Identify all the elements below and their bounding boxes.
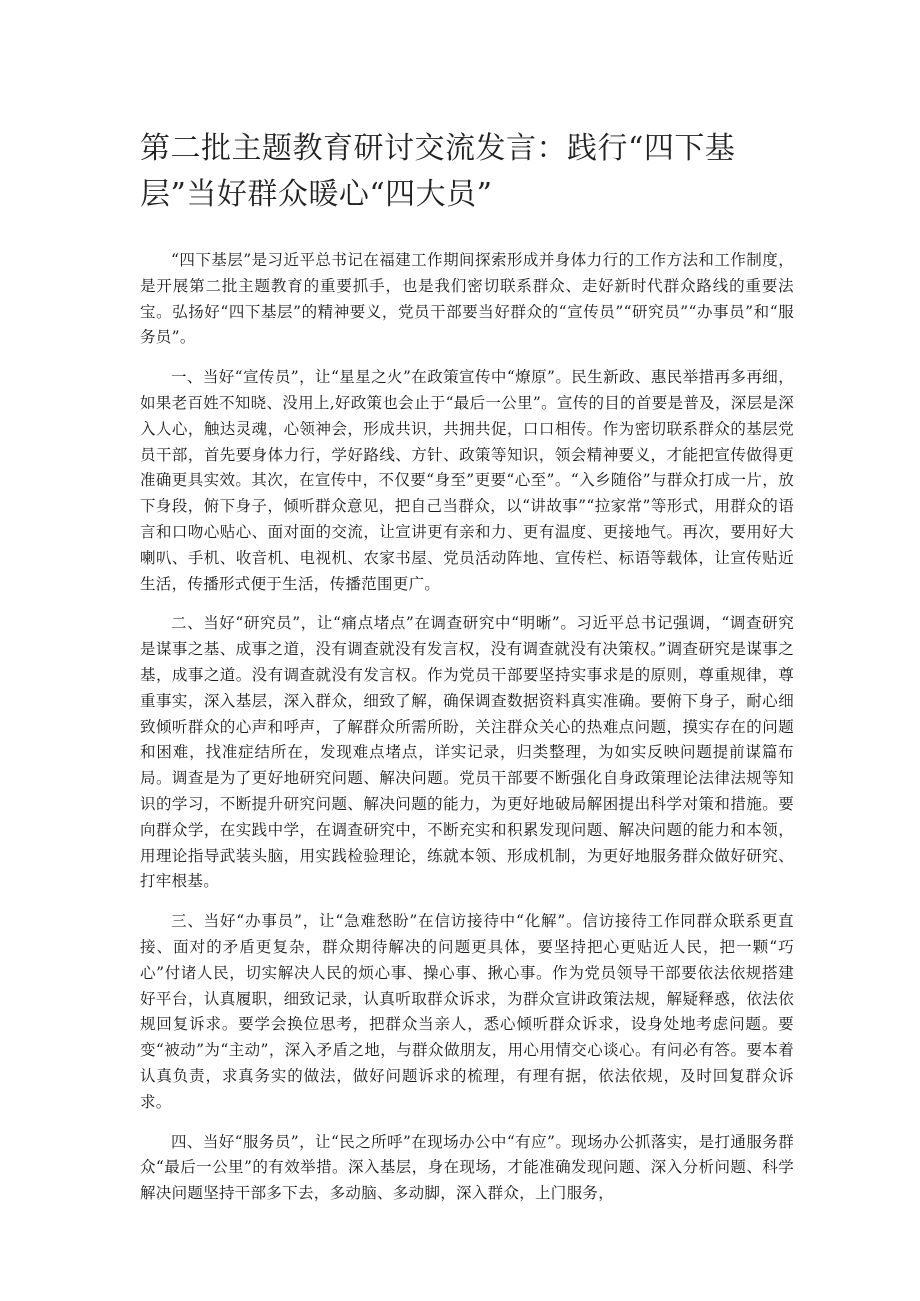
- section-1-paragraph: 一、当好“宣传员”，让“星星之火”在政策宣传中“燎原”。民生新政、惠民举措再多再细，如果老百姓不知晓、没用上,好政策也会止于“最后一公里”。宣传的目的首要是普及，深层是深入人心，触达灵魂，心领神会，形成共识，共拥共促，口口相传。作为密切联系群众的基层党员干部，首先要身体力行，学好路线、方针、政策等知识，领会精神要义，才能把宣传做得更准确更具实效。其次，在宣传中，不仅要“身至”更要“心至”。“入乡随俗”与群众打成一片，放下身段，俯下身子，倾听群众意见，把自己当群众，以“讲故事”“拉家常”等形式，用群众的语言和口吻心贴心、面对面的交流，让宣讲更有亲和力、更有温度、更接地气。再次，要用好大喇叭、手机、收音机、电视机、农家书屋、党员活动阵地、宣传栏、标语等载体，让宣传贴近生活，传播形式便于生活，传播范围更广。: [140, 368, 794, 593]
- document-page: [140, 126, 794, 1221]
- document-title: 第二批主题教育研讨交流发言：践行“四下基层”当好群众暖心“四大员”: [140, 131, 736, 212]
- section-3-paragraph: 三、当好“办事员”，让“急难愁盼”在信访接待中“化解”。信访接待工作同群众联系更直接、面对的矛盾更复杂，群众期待解决的问题更具体，要坚持把心更贴近人民，把一颗“巧心”付诸人民，切实解决人民的烦心事、操心事、揪心事。作为党员领导干部要依法依规搭建好平台，认真履职，细致记录，认真听取群众诉求，为群众宣讲政策法规，解疑释惑，依法依规回复诉求。要学会换位思考，把群众当亲人，悉心倾听群众诉求，设身处地考虑问题。要变“被动”为“主动”，深入矛盾之地，与群众做朋友，用心用情交心谈心。有问必有答。要本着认真负责，求真务实的做法，做好问题诉求的梳理，有理有据，依法依规，及时回复群众诉求。: [140, 912, 794, 1111]
- intro-paragraph: “四下基层”是习近平总书记在福建工作期间探索形成并身体力行的工作方法和工作制度，是开展第二批主题教育的重要抓手，也是我们密切联系群众、走好新时代群众路线的重要法宝。弘扬好“四下基层”的精神要义，党员干部要当好群众的“宣传员”“研究员”“办事员”和“服务员”。: [140, 251, 794, 347]
- section-2-paragraph: 二、当好“研究员”，让“痛点堵点”在调查研究中“明晰”。习近平总书记强调，“调查研究是谋事之基、成事之道，没有调查就没有发言权，没有调查就没有决策权。”调查研究是谋事之基，成事之道。没有调查就没有发言权。作为党员干部要坚持实事求是的原则，尊重规律，尊重事实，深入基层，深入群众，细致了解，确保调查数据资料真实准确。要俯下身子，耐心细致倾听群众的心声和呼声，了解群众所需所盼，关注群众关心的热难点问题，摸实存在的问题和困难，找准症结所在，发现难点堵点，详实记录，归类整理，为如实反映问题提前谋篇布局。调查是为了更好地研究问题、解决问题。党员干部要不断强化自身政策理论法律法规等知识的学习，不断提升研究问题、解决问题的能力，为更好地破局解困提出科学对策和措施。要向群众学，在实践中学，在调查研究中，不断充实和积累发现问题、解决问题的能力和本领，用理论指导武装头脑，用实践检验理论，练就本领、形成机制，为更好地服务群众做好研究、打牢根基。: [140, 614, 794, 891]
- section-4-paragraph: 四、当好“服务员”，让“民之所呼”在现场办公中“有应”。现场办公抓落实，是打通服务群众“最后一公里”的有效举措。深入基层，身在现场，才能准确发现问题、深入分析问题、科学解决问题坚持干部多下去，多动脑、多动脚，深入群众，上门服务，: [140, 1132, 794, 1203]
